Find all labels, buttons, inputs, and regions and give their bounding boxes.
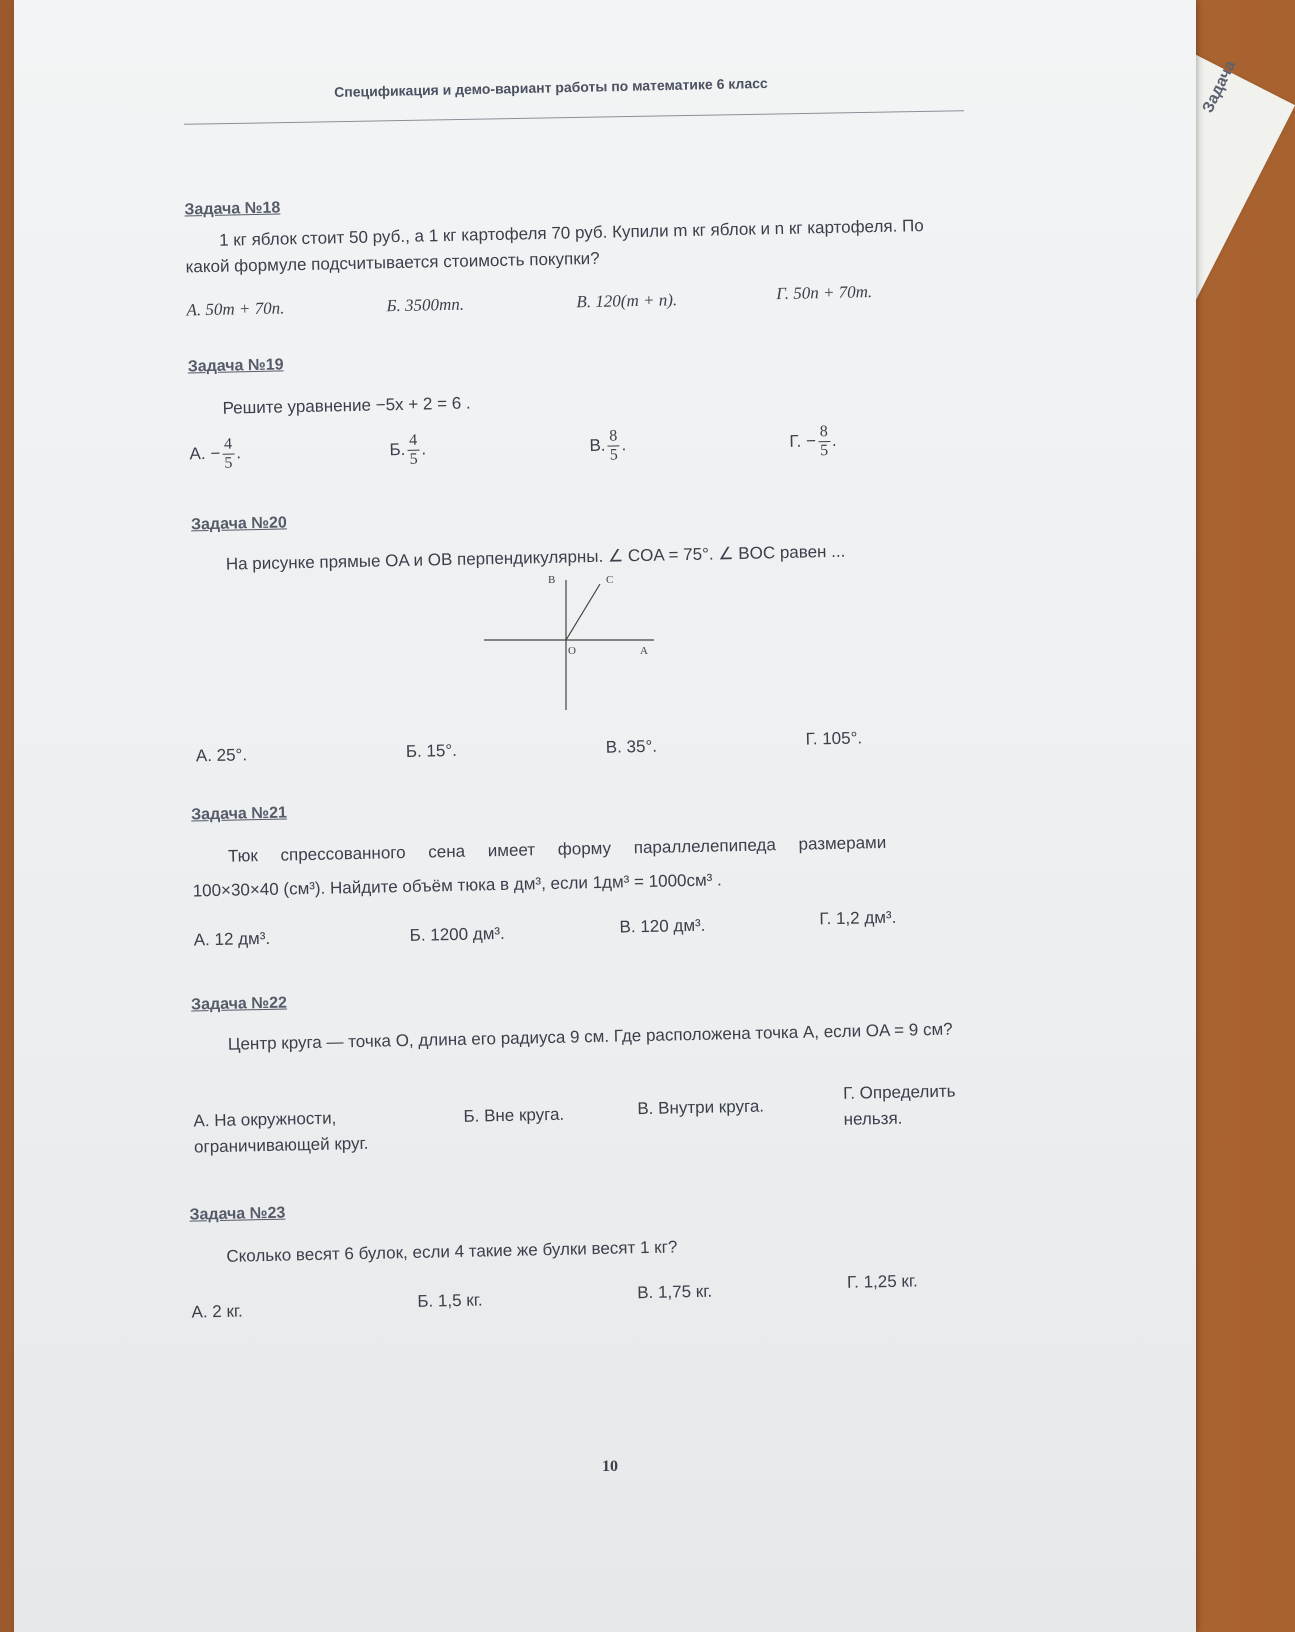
- label-o: O: [568, 645, 576, 657]
- task-20-option-d: Г. 105°.: [805, 728, 863, 749]
- task-23-option-d: Г. 1,25 кг.: [846, 1271, 918, 1292]
- page-number: 10: [602, 1458, 618, 1475]
- task-20-text: На рисунке прямые OA и OB перпендикулярны. ∠ COA = 75°. ∠ BOC равен ...: [225, 541, 846, 574]
- background-sheet-text: Задача: [1199, 57, 1240, 116]
- task-19-text: Решите уравнение −5x + 2 = 6 .: [222, 393, 471, 418]
- document-page: [14, 0, 1196, 1632]
- task-23-option-a: А. 2 кг.: [191, 1301, 243, 1322]
- task-22-option-b: Б. Вне круга.: [463, 1104, 565, 1126]
- task-22-option-d: Г. Определить нельзя.: [842, 1081, 956, 1129]
- task-20-option-a: А. 25°.: [195, 745, 248, 766]
- label-a: A: [640, 645, 648, 657]
- task-22-option-c: В. Внутри круга.: [637, 1096, 765, 1119]
- task-22-option-a: А. На окружности, ограничивающей круг.: [193, 1108, 369, 1157]
- task-18-text: 1 кг яблок стоит 50 руб., а 1 кг картофеля 70 руб. Купили m кг яблок и n кг картофеля. По какой формуле подсчитывается стоимость покупки?: [185, 216, 924, 277]
- task-23-option-b: Б. 1,5 кг.: [417, 1290, 483, 1311]
- task-20-title: Задача №20: [190, 514, 288, 534]
- task-18-option-b: Б. 3500mn.: [386, 294, 465, 316]
- task-21-text-line2: 100×30×40 (см³). Найдите объём тюка в дм³, если 1дм³ = 1000см³ .: [192, 870, 722, 901]
- task-21-option-b: Б. 1200 дм³.: [409, 923, 505, 945]
- task-18-title: Задача №18: [184, 199, 281, 219]
- task-18-option-a: А. 50m + 70n.: [186, 298, 285, 320]
- label-c: C: [606, 574, 614, 586]
- task-21-title: Задача №21: [190, 804, 288, 824]
- task-22-text: Центр круга — точка O, длина его радиуса 9 см. Где расположена точка A, если OA = 9 см?: [227, 1019, 953, 1054]
- task-19-option-c: В. $\frac{8}{5}$ .: [589, 427, 627, 464]
- task-23-option-c: В. 1,75 кг.: [637, 1281, 713, 1303]
- task-19-option-b: Б. $\frac{4}{5}$ .: [389, 431, 427, 468]
- task-22-title: Задача №22: [190, 994, 288, 1014]
- task-18-option-d: Г. 50n + 70m.: [776, 282, 873, 304]
- header-rule: [184, 110, 964, 125]
- task-19-title: Задача №19: [187, 356, 284, 376]
- task-21-option-a: А. 12 дм³.: [193, 928, 271, 950]
- task-20-option-c: В. 35°.: [605, 736, 658, 757]
- angle-figure: [484, 570, 684, 720]
- task-20-option-b: Б. 15°.: [405, 740, 458, 761]
- task-18-option-c: В. 120(m + n).: [576, 290, 678, 312]
- task-21-option-d: Г. 1,2 дм³.: [819, 907, 897, 929]
- task-21-option-c: В. 120 дм³.: [619, 915, 706, 937]
- task-23-title: Задача №23: [189, 1204, 286, 1224]
- label-b: B: [548, 574, 556, 586]
- task-19-option-a: А. − $\frac{4}{5}$ .: [189, 435, 242, 472]
- task-23-text: Сколько весят 6 булок, если 4 такие же булки весят 1 кг?: [226, 1237, 678, 1266]
- task-21-text-line1: Тюк спрессованного сена имеет форму параллелепипеда размерами: [227, 832, 887, 866]
- task-19-option-d: Г. − $\frac{8}{5}$ .: [789, 423, 837, 460]
- ray-oc: [566, 584, 600, 640]
- page-header: Спецификация и демо-вариант работы по математике 6 класс: [334, 74, 768, 100]
